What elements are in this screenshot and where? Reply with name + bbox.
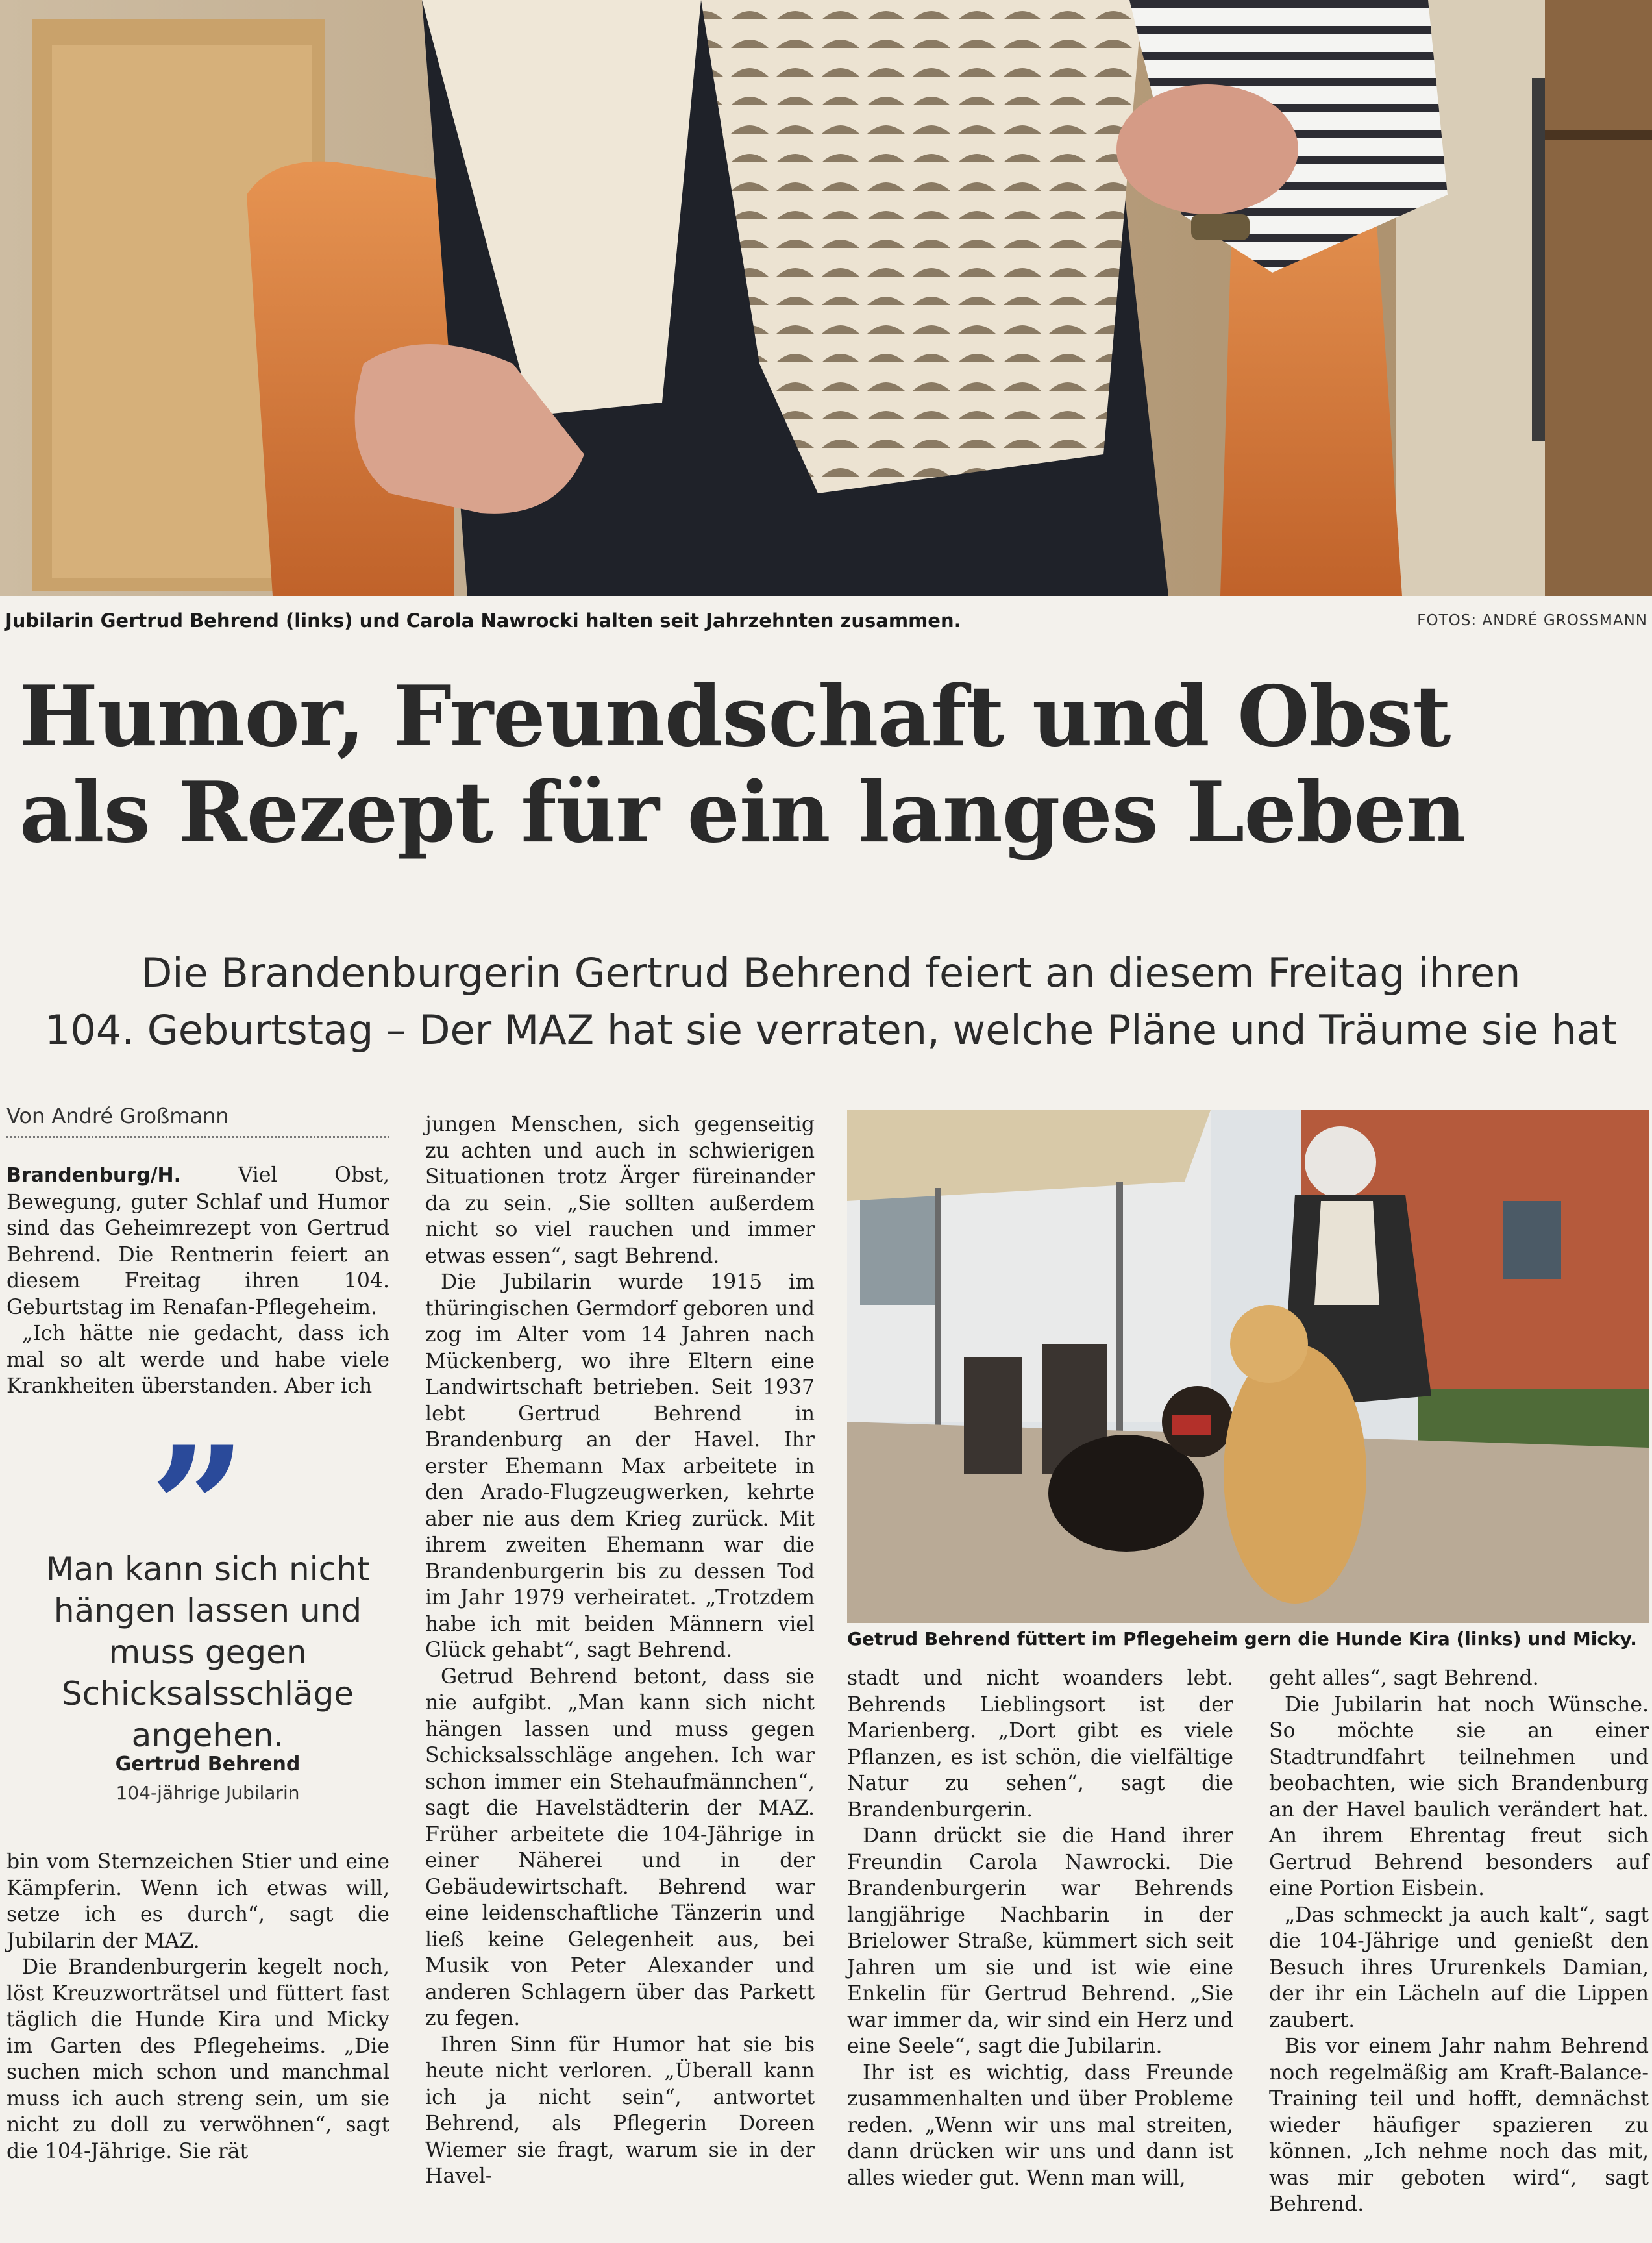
column-3 xyxy=(847,1665,1233,2191)
bottom-photo-caption: Getrud Behrend füttert im Pflegeheim gern die Hunde Kira (links) und Micky. xyxy=(847,1628,1637,1650)
top-photo-caption: Jubilarin Gertrud Behrend (links) und Carola Nawrocki halten seit Jahrzehnten zusammen. xyxy=(5,610,961,632)
column-3-paragraph-1: stadt und nicht woanders lebt. Behrends Lieblingsort ist der Marienberg. „Dort gibt es viele Pflanzen, es ist schön, die vielfältige Natur zu sehen“, sagt die Brandenburgerin. xyxy=(847,1667,1233,1822)
headline xyxy=(19,669,1636,861)
column-1-top xyxy=(6,1162,389,1400)
column-3-paragraph-3: Ihr ist es wichtig, dass Freunde zusammenhalten und über Probleme reden. „Wenn wir uns mal streiten, dann drücken wir uns und dann ist alles wieder gut. Wenn man will, xyxy=(847,2061,1233,2190)
column-4-paragraph-2: Die Jubilarin hat noch Wünsche. So möchte sie an einer Stadtrundfahrt teilnehmen und beobachten, wie sich Brandenburg an der Havel baulich verändert hat. An ihrem Ehrentag freut sich Gertrud Behrend besonders auf eine Portion Eisbein. xyxy=(1269,1692,1649,1900)
column-1-bottom xyxy=(6,1849,389,2164)
column-1-paragraph-2: „Ich hätte nie gedacht, dass ich mal so alt werde und habe viele Krankheiten überstanden. Aber ich xyxy=(6,1322,389,1398)
column-1-paragraph-1-text: Viel Obst, Bewegung, guter Schlaf und Humor sind das Geheimrezept von Gertrud Behrend. Die Rentnerin feiert an diesem Freitag ihren 104. Geburtstag im Renafan-Pflegeheim. xyxy=(6,1163,390,1319)
pull-quote: Man kann sich nicht hängen lassen und muss gegen Schicksalsschläge angehen. xyxy=(45,1550,370,1754)
column-1-paragraph-3: bin vom Sternzeichen Stier und eine Kämpferin. Wenn ich etwas will, setze ich es durch“, sagt die Jubilarin der MAZ. xyxy=(6,1850,389,1953)
pull-quote-role: 104-jährige Jubilarin xyxy=(116,1782,300,1803)
bottom-photo-illustration xyxy=(847,1110,1649,1623)
column-2-paragraph-1: jungen Menschen, sich gegenseitig zu achten und auch in schwierigen Situationen trotz Ärger füreinander da zu sein. „Sie sollten außerdem nicht so viel rauchen und immer etwas essen“, sagt Behrend. xyxy=(425,1113,815,1268)
column-1-paragraph-4: Die Brandenburgerin kegelt noch, löst Kreuzworträtsel und füttert fast täglich die Hunde Kira und Micky im Garten des Pflegeheims. „Die suchen mich schon und manchmal muss ich auch streng sein, um sie nicht zu doll zu verwöhnen“, sagt die 104-Jährige. Sie rät xyxy=(6,1955,389,2163)
column-2-paragraph-2: Die Jubilarin wurde 1915 im thüringischen Germdorf geboren und zog im Alter vom 14 Jahren nach Mückenberg, wo ihre Eltern eine Landwirtschaft betrieben. Seit 1937 lebt Gertrud Behrend in Brandenburg an der Havel. Ihr erster Ehemann Max arbeitete in den Arado-Flugzeugwerken, kehrte aber nie aus dem Krieg zurück. Mit ihrem zweiten Ehemann war die Brandenburgerin bis zu dessen Tod im Jahr 1979 verheiratet. „Trotzdem habe ich mit beiden Männern viel Glück gehabt“, sagt Behrend. xyxy=(425,1270,815,1662)
subheadline xyxy=(39,945,1623,1059)
quote-mark-icon: ” xyxy=(149,1410,247,1608)
column-2-paragraph-3: Getrud Behrend betont, dass sie nie aufgibt. „Man kann sich nicht hängen lassen und muss gegen Schicksalsschläge angehen. Ich war schon immer ein Stehaufmännchen“, sagt die Havelstädterin der MAZ. Früher arbeitete die 104-Jährige in einer Näherei und in der Gebäudewirtschaft. Behrend war eine leidenschaftliche Tänzerin und ließ keine Gelegenheit aus, bei Musik von Peter Alexander und anderen Schlagern über das Parkett zu fegen. xyxy=(425,1665,815,2030)
column-4-paragraph-1: geht alles“, sagt Behrend. xyxy=(1269,1667,1539,1690)
column-4 xyxy=(1269,1665,1649,2218)
author-byline: Von André Großmann xyxy=(6,1104,389,1138)
subheadline-line-1: Die Brandenburgerin Gertrud Behrend feiert an diesem Freitag ihren xyxy=(141,949,1521,997)
column-2 xyxy=(425,1111,815,2190)
column-2-paragraph-4: Ihren Sinn für Humor hat sie bis heute nicht verloren. „Überall kann ich ja nicht sein“, antwortet Behrend, als Pflegerin Doreen Wiemer sie fragt, warum sie in der Havel- xyxy=(425,2033,815,2188)
dateline: Brandenburg/H. xyxy=(6,1164,182,1187)
top-photo-illustration xyxy=(0,0,1652,596)
column-3-paragraph-2: Dann drückt sie die Hand ihrer Freundin Carola Nawrocki. Die Brandenburgerin war Behrends langjährige Nachbarin in der Brielower Straße, kümmert sich seit Jahren um sie und ist wie eine Enkelin für Gertrud Behrend. „Sie war immer da, wir sind ein Herz und eine Seele“, sagt die Jubilarin. xyxy=(847,1824,1233,2058)
column-1-paragraph-1 xyxy=(6,1162,389,1320)
pull-quote-author: Gertrud Behrend xyxy=(115,1753,301,1776)
headline-line-2: als Rezept für ein langes Leben xyxy=(19,764,1466,861)
bottom-photo xyxy=(847,1110,1649,1623)
headline-line-1: Humor, Freundschaft und Obst xyxy=(19,668,1451,765)
column-4-paragraph-4: Bis vor einem Jahr nahm Behrend noch regelmäßig am Kraft-Balance-Training teil und hofft, demnächst wieder häufiger spazieren zu können. „Ich nehme noch das mit, was mir geboten wird“, sagt Behrend. xyxy=(1269,2035,1649,2216)
top-photo xyxy=(0,0,1652,596)
column-4-paragraph-3: „Das schmeckt ja auch kalt“, sagt die 104-Jährige und genießt den Besuch ihres Ururenkels Damian, der ihr ein Lächeln auf die Lippen zaubert. xyxy=(1269,1903,1649,2032)
photo-credit: FOTOS: ANDRÉ GROSSMANN xyxy=(1417,612,1647,629)
top-photo-caption-bar xyxy=(5,605,1647,636)
subheadline-line-2: 104. Geburtstag – Der MAZ hat sie verraten, welche Pläne und Träume sie hat xyxy=(45,1006,1617,1054)
